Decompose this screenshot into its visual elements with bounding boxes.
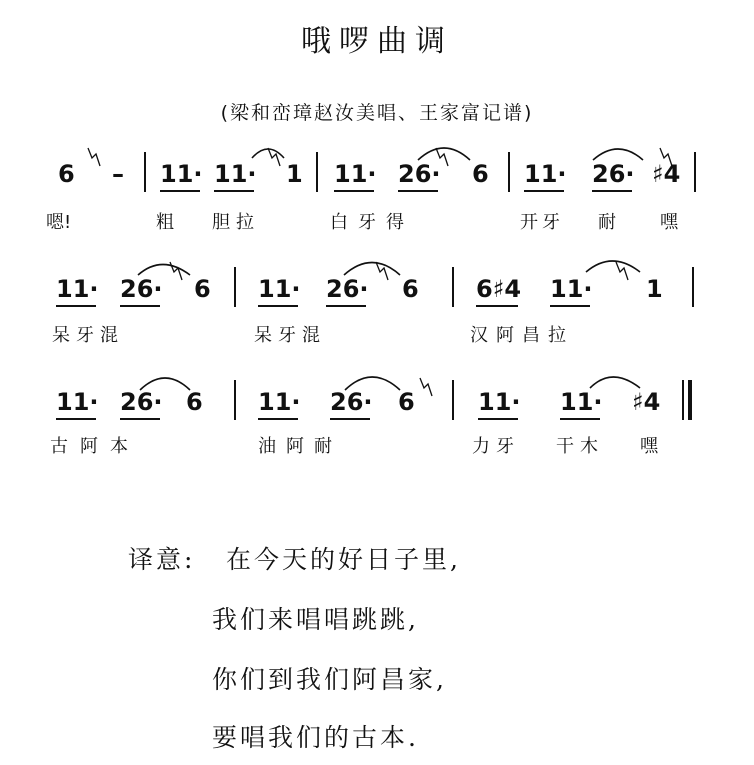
bar-line (694, 152, 696, 192)
note: 6 (398, 388, 415, 416)
note: 1 (646, 275, 663, 303)
note: ♯4 (652, 160, 681, 188)
note: 6 (186, 388, 203, 416)
underline (592, 190, 632, 192)
bar-line (508, 152, 510, 192)
note: 26· (120, 275, 163, 303)
lyric: 胆拉 (212, 212, 260, 233)
translation-line: 在今天的好日子里, (226, 545, 461, 574)
lyric: 呆牙混 (52, 325, 124, 346)
note: 11· (56, 275, 99, 303)
note: 6 (472, 160, 489, 188)
lyric: 耐 (598, 212, 616, 233)
underline (398, 190, 438, 192)
note: 11· (550, 275, 593, 303)
underline (120, 418, 160, 420)
lyric: 粗 (156, 212, 174, 233)
lyric: 嗯! (46, 212, 72, 233)
note: 26· (120, 388, 163, 416)
note: 11· (524, 160, 567, 188)
note: 26· (330, 388, 373, 416)
bar-line (692, 267, 694, 307)
underline (258, 418, 298, 420)
underline (326, 305, 366, 307)
note: 11· (258, 275, 301, 303)
lyric: 油阿耐 (258, 436, 342, 457)
lyric: 嘿 (640, 436, 658, 457)
credit-line: (梁和峦璋赵汝美唱、王家富记谱) (220, 102, 534, 124)
bar-line (234, 267, 236, 307)
note: 6♯4 (476, 275, 522, 303)
note: 11· (56, 388, 99, 416)
note: 6 (58, 160, 75, 188)
underline (120, 305, 160, 307)
lyric: 干木 (556, 436, 604, 457)
note: 6 (402, 275, 419, 303)
bar-line (316, 152, 318, 192)
note: 1 (286, 160, 303, 188)
note: 11· (160, 160, 203, 188)
bar-line (452, 267, 454, 307)
song-title: 哦啰曲调 (301, 24, 453, 59)
underline (476, 305, 518, 307)
lyric: 嘿 (660, 212, 678, 233)
note: 6 (194, 275, 211, 303)
note: 11· (560, 388, 603, 416)
translation-line: 你们到我们阿昌家, (212, 665, 447, 694)
note: 26· (592, 160, 635, 188)
translation-line: 我们来唱唱跳跳, (212, 605, 419, 634)
underline (334, 190, 374, 192)
underline (56, 418, 96, 420)
lyric: 古阿本 (50, 436, 140, 457)
final-bar-thick (688, 380, 692, 420)
note: 26· (326, 275, 369, 303)
bar-line (452, 380, 454, 420)
bar-line (144, 152, 146, 192)
underline (478, 418, 518, 420)
lyric: 力牙 (472, 436, 520, 457)
underline (214, 190, 254, 192)
lyric: 开牙 (520, 212, 564, 233)
note: – (112, 160, 124, 188)
lyric: 白牙得 (330, 212, 414, 233)
underline (330, 418, 370, 420)
note: ♯4 (632, 388, 661, 416)
bar-line (234, 380, 236, 420)
lyric: 汉阿昌拉 (470, 325, 574, 346)
note: 11· (214, 160, 257, 188)
lyric: 呆牙混 (254, 325, 326, 346)
score-row-3 (0, 378, 754, 498)
score-row-2 (0, 265, 754, 385)
note: 11· (478, 388, 521, 416)
underline (524, 190, 564, 192)
final-bar-thin (682, 380, 684, 420)
underline (160, 190, 200, 192)
underline (560, 418, 600, 420)
note: 26· (398, 160, 441, 188)
translation-line: 要唱我们的古本. (212, 723, 419, 752)
underline (258, 305, 298, 307)
underline (56, 305, 96, 307)
translation-label: 译意: (128, 545, 196, 574)
underline (550, 305, 590, 307)
note: 11· (334, 160, 377, 188)
note: 11· (258, 388, 301, 416)
score-row-1 (0, 150, 754, 270)
